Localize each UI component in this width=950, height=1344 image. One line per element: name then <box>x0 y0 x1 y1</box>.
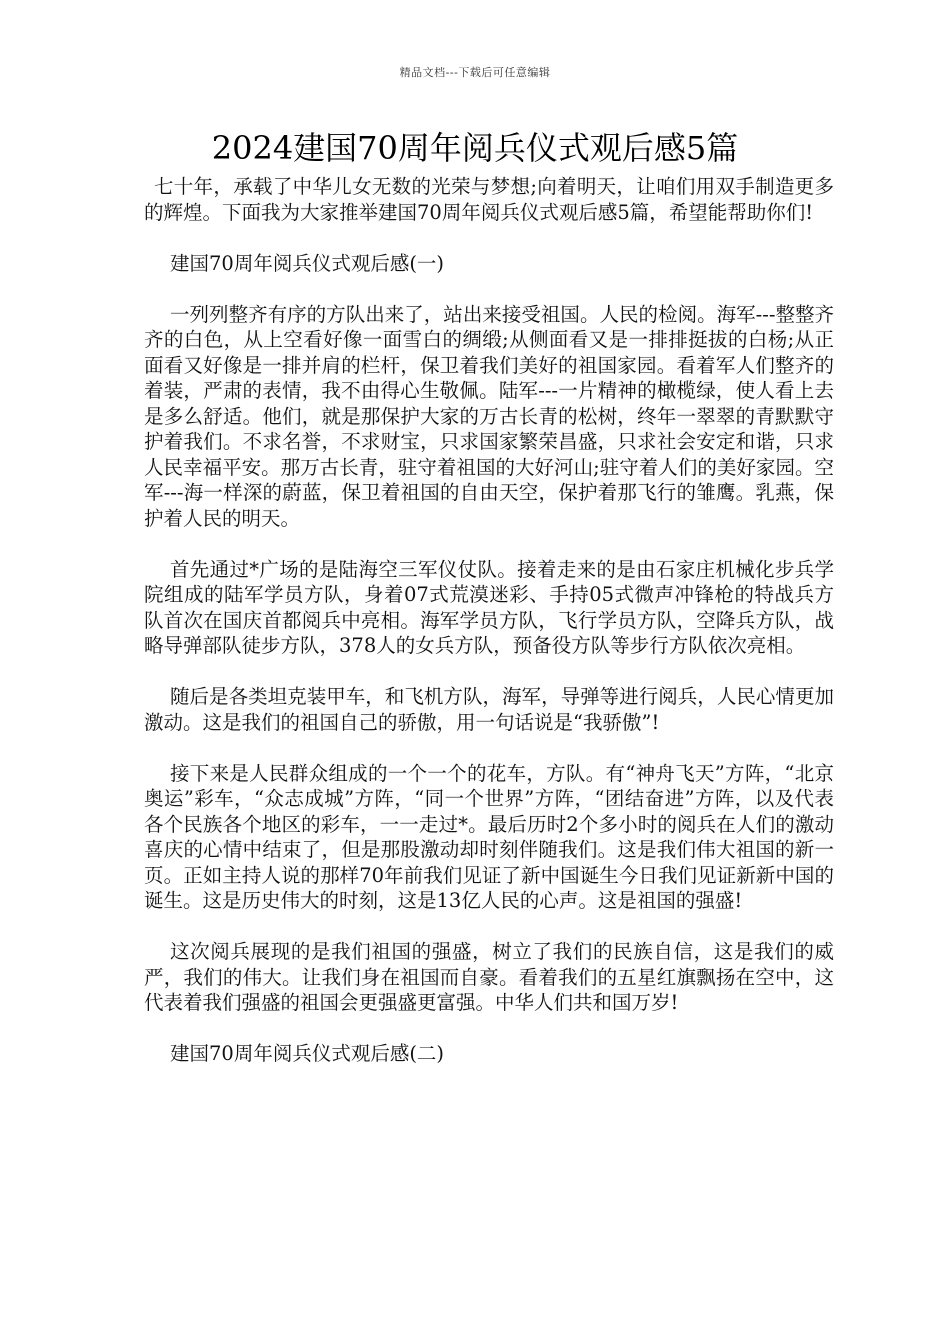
intro-paragraph: 七十年，承载了中华儿女无数的光荣与梦想;向着明天，让咱们用双手制造更多的辉煌。下面我为大家推举建国70周年阅兵仪式观后感5篇，希望能帮助你们! <box>144 175 834 224</box>
document-title: 2024建国70周年阅兵仪式观后感5篇 <box>211 129 739 167</box>
body-paragraph: 首先通过*广场的是陆海空三军仪仗队。接着走来的是由石家庄机械化步兵学院组成的陆军学员方队，身着07式荒漠迷彩、手持05式微声冲锋枪的特战兵方队首次在国庆首都阅兵中亮相。海军学员方队，飞行学员方队，空降兵方队，战略导弹部队徒步方队，378人的女兵方队，预备役方队等步行方队依次亮相。 <box>144 557 834 657</box>
body-paragraph: 随后是各类坦克装甲车，和飞机方队，海军，导弹等进行阅兵，人民心情更加激动。这是我们的祖国自己的骄傲，用一句话说是“我骄傲”! <box>144 685 834 734</box>
body-paragraph: 一列列整齐有序的方队出来了，站出来接受祖国。人民的检阅。海军---整整齐齐的白色，从上空看好像一面雪白的绸缎;从侧面看又是一排排挺拔的白杨;从正面看又好像是一排并肩的栏杆，保卫着我们美好的祖国家园。看着军人们整齐的着装，严肃的表情，我不由得心生敬佩。陆军---一片精神的橄榄绿，使人看上去是多么舒适。他们，就是那保护大家的万古长青的松树，终年一翠翠的青默默守护着我们。不求名誉，不求财宝，只求国家繁荣昌盛，只求社会安定和谐，只求人民幸福平安。那万古长青，驻守着祖国的大好河山;驻守着人们的美好家园。空军---海一样深的蔚蓝，保卫着祖国的自由天空，保护着那飞行的雏鹰。乳燕，保护着人民的明天。 <box>144 302 834 530</box>
body-paragraph: 接下来是人民群众组成的一个一个的花车，方队。有“神舟飞天”方阵，“北京奥运”彩车，“众志成城”方阵，“同一个世界”方阵，“团结奋进”方阵，以及代表各个民族各个地区的彩车，一一走过*。最后历时2个多小时的阅兵在人们的激动喜庆的心情中结束了，但是那股激动却时刻伴随我们。这是我们伟大祖国的新一页。正如主持人说的那样70年前我们见证了新中国诞生今日我们见证新新中国的诞生。这是历史伟大的时刻，这是13亿人民的心声。这是祖国的强盛! <box>144 761 834 912</box>
page-header: 精品文档---下载后可任意编辑 <box>399 66 551 79</box>
section-heading-2: 建国70周年阅兵仪式观后感(二) <box>170 1042 445 1065</box>
section-heading-1: 建国70周年阅兵仪式观后感(一) <box>170 251 445 275</box>
body-paragraph: 这次阅兵展现的是我们祖国的强盛，树立了我们的民族自信，这是我们的威严，我们的伟大。让我们身在祖国而自豪。看着我们的五星红旗飘扬在空中，这代表着我们强盛的祖国会更强盛更富强。中华人们共和国万岁! <box>144 940 834 1014</box>
document-body <box>144 174 834 1092</box>
